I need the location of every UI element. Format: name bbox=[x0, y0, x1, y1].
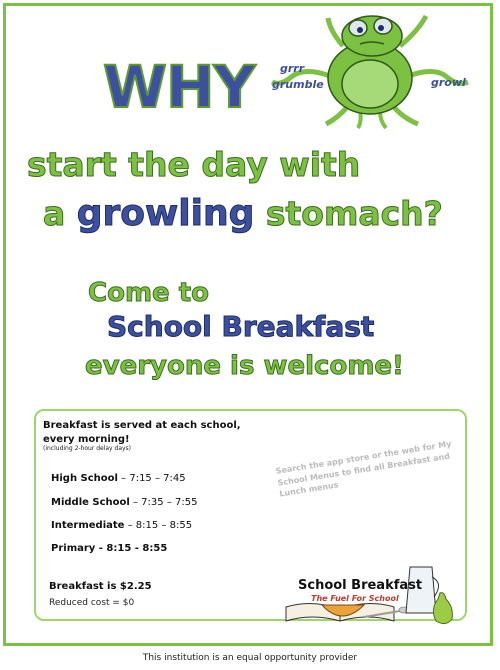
info-subheading: (including 2-hour delay days) bbox=[43, 445, 132, 452]
schedule-row bbox=[51, 497, 197, 508]
schedule-name: Primary bbox=[51, 543, 96, 554]
info-heading: Breakfast is served at each school, every morning! bbox=[43, 420, 241, 445]
footer-text: This institution is an equal opportunity provider bbox=[142, 653, 358, 663]
headline-why: WHY bbox=[103, 53, 255, 121]
headline-line2-growling: growling bbox=[76, 193, 255, 234]
schedule-time: – 8:15 – 8:55 bbox=[124, 520, 193, 531]
schedule-time: – 7:35 – 7:55 bbox=[129, 497, 198, 508]
invite-line3: everyone is welcome! bbox=[85, 351, 404, 381]
frog-word-growl: growl bbox=[431, 76, 466, 89]
schedule-time: - 8:15 - 8:55 bbox=[95, 543, 168, 554]
headline-line2-stomach: stomach? bbox=[265, 194, 443, 233]
invite-line1: Come to bbox=[88, 278, 210, 308]
invite-line2: School Breakfast bbox=[107, 310, 375, 343]
frog-word-grumble: grumble bbox=[272, 78, 324, 91]
schedule-row bbox=[51, 520, 192, 531]
headline-line2-a: a bbox=[43, 194, 66, 233]
schedule-name: Intermediate bbox=[51, 520, 125, 531]
search-note: Search the app store or the web for My School Menus to find all Breakfast and Lunch menus bbox=[275, 439, 452, 499]
logo-tagline: The Fuel For School bbox=[311, 594, 399, 603]
breakfast-price: Breakfast is $2.25 bbox=[49, 581, 152, 592]
reduced-price: Reduced cost = $0 bbox=[49, 598, 135, 608]
schedule-name: Middle School bbox=[51, 497, 130, 508]
schedule-row bbox=[51, 543, 167, 554]
frog-word-grrr: grrr bbox=[280, 62, 305, 75]
schedule-row bbox=[51, 473, 186, 484]
headline-line1: start the day with bbox=[27, 145, 361, 184]
schedule-time: – 7:15 – 7:45 bbox=[117, 473, 186, 484]
headline-line2 bbox=[43, 193, 443, 234]
logo-title: School Breakfast bbox=[298, 578, 423, 593]
schedule-name: High School bbox=[51, 473, 118, 484]
